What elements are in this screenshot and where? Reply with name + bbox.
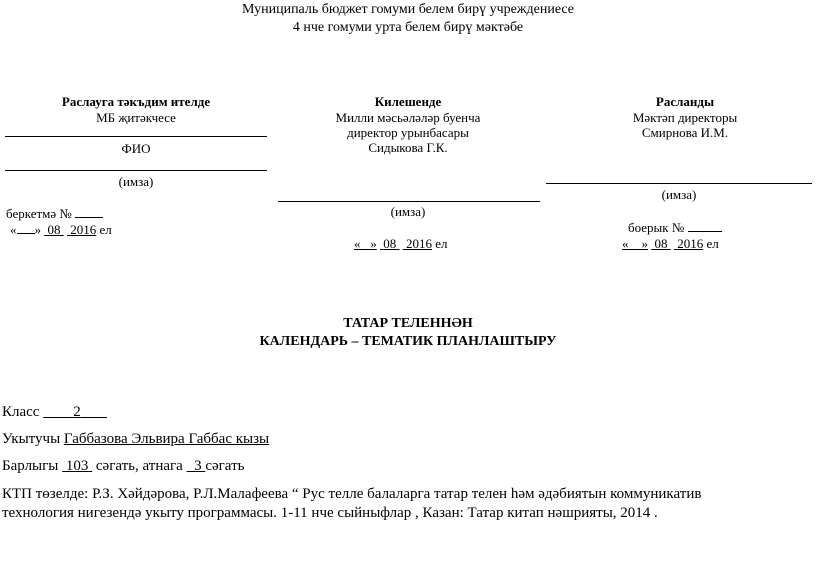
middle-date-year — [403, 236, 432, 251]
left-date-year — [67, 222, 96, 237]
right-date — [622, 236, 719, 252]
middle-block-line1: Милли мәсьәләләр буенча — [335, 110, 481, 125]
total-label: Барлыгы — [2, 458, 59, 474]
left-block-org: МБ җитәкчесе — [96, 110, 176, 125]
left-protocol — [6, 205, 103, 222]
hours-label: сәгать, атнага — [95, 458, 183, 474]
right-signature-line — [546, 183, 812, 184]
middle-date-year-value: 2016 — [406, 236, 432, 251]
teacher-row — [2, 430, 269, 449]
left-sign-label: (имза) — [118, 174, 154, 189]
left-date-month — [44, 222, 64, 237]
right-order — [628, 219, 722, 236]
right-block-name: Смирнова И.М. — [641, 125, 729, 140]
weekly-suffix: сәгать — [205, 458, 245, 474]
weekly-value — [187, 458, 206, 474]
document-title — [0, 315, 816, 351]
right-date-year — [674, 236, 703, 251]
teacher-value: Габбазова Эльвира Габбас кызы — [63, 431, 270, 447]
middle-signature-line — [278, 201, 540, 202]
left-protocol-label: беркетмә № — [6, 206, 72, 221]
class-value — [43, 404, 107, 420]
school-header — [0, 1, 816, 37]
document-title-line2: КАЛЕНДАРЬ – ТЕМАТИК ПЛАНЛАШТЫРУ — [259, 334, 557, 349]
ktp-line2: технология нигезендә укыту программасы. 1-11 нче сыйныфлар , Казан: Татар китап нәшрияты, 2014 . — [2, 505, 658, 521]
right-date-month — [651, 236, 671, 251]
left-signature-line-2 — [5, 170, 267, 171]
middle-block-title: Килешенде — [374, 94, 442, 109]
middle-block-line2: директор урынбасары — [347, 125, 469, 140]
middle-date-month-value: 08 — [383, 236, 397, 251]
ktp-line1: КТП төзелде: Р.З. Хәйдәрова, Р.Л.Малафеева “ Рус телле балаларга татар телен һәм әдәбиятын коммуникатив — [2, 486, 702, 502]
middle-date — [354, 236, 448, 252]
school-header-line2: 4 нче гомуми урта белем бирү мәктәбе — [292, 20, 524, 35]
total-value-text: 103 — [65, 458, 89, 474]
middle-sign-label: (имза) — [390, 204, 426, 219]
middle-date-month — [380, 236, 400, 251]
left-date-month-value: 08 — [47, 222, 61, 237]
right-date-month-value: 08 — [654, 236, 668, 251]
right-date-year-value: 2016 — [677, 236, 704, 251]
middle-date-year-suffix: ел — [435, 236, 448, 251]
middle-date-close-quote: » — [370, 236, 377, 251]
total-value — [62, 458, 92, 474]
left-date — [10, 221, 112, 238]
left-date-year-value: 2016 — [70, 222, 97, 237]
class-label: Класс — [2, 404, 40, 420]
right-date-close-quote: » — [641, 236, 648, 251]
right-sign-label: (имза) — [661, 187, 697, 202]
ktp-source — [2, 485, 701, 523]
left-date-open-quote: « — [10, 222, 17, 237]
left-fio-label: ФИО — [121, 141, 151, 156]
right-block-title: Расланды — [655, 94, 715, 109]
document-title-line1: ТАТАР ТЕЛЕННӘН — [343, 316, 473, 331]
left-signature-line-1 — [5, 136, 267, 137]
middle-block-name: Сидыкова Г.К. — [368, 140, 448, 155]
school-header-line1: Муниципаль бюджет гомуми белем бирү учреждениесе — [242, 2, 574, 17]
right-block-line1: Мәктәп директоры — [632, 110, 738, 125]
left-date-close-quote: » — [34, 222, 41, 237]
left-date-year-suffix: ел — [99, 222, 112, 237]
class-row — [2, 403, 107, 422]
right-date-day — [622, 236, 648, 251]
hours-row — [2, 457, 244, 476]
right-date-open-quote: « — [622, 236, 629, 251]
middle-date-day — [354, 236, 377, 251]
left-date-day-blank — [17, 221, 35, 234]
middle-date-open-quote: « — [354, 236, 361, 251]
weekly-value-text: 3 — [194, 458, 202, 474]
left-protocol-blank — [75, 205, 103, 218]
left-block-title: Раслауга тәкъдим ителде — [61, 94, 211, 109]
right-order-label: боерык № — [628, 220, 685, 235]
class-value-text: 2 — [73, 404, 81, 420]
right-order-blank — [688, 219, 722, 232]
right-date-year-suffix: ел — [706, 236, 719, 251]
teacher-label: Укытучы — [2, 431, 61, 447]
